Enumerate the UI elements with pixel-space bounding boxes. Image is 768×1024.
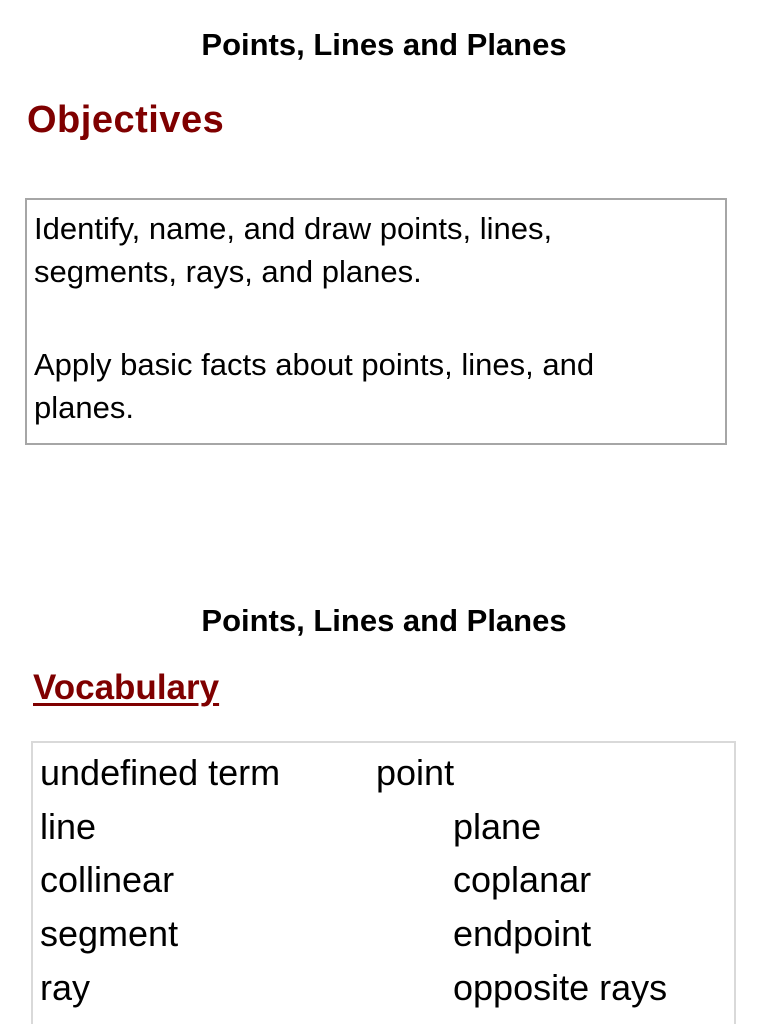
vocab-term-undefined-term: undefined term: [40, 752, 281, 793]
vocab-term-collinear: collinear: [40, 859, 175, 900]
vocab-term-line: line: [40, 806, 97, 847]
slide-title-1: Points, Lines and Planes: [201, 27, 567, 62]
vocab-term-plane: plane: [453, 806, 542, 847]
vocab-term-coplanar: coplanar: [453, 859, 592, 900]
vocabulary-heading: Vocabulary: [33, 668, 220, 707]
objectives-heading: Objectives: [27, 99, 225, 141]
vocab-term-opposite-rays: opposite rays: [453, 967, 668, 1008]
vocab-term-segment: segment: [40, 913, 179, 954]
vocab-term-ray: ray: [40, 967, 91, 1008]
objective-1: Identify, name, and draw points, lines, segments, rays, and planes.: [34, 211, 553, 289]
slide-title-2: Points, Lines and Planes: [201, 603, 567, 638]
vocab-term-point: point: [376, 752, 455, 793]
vocab-term-endpoint: endpoint: [453, 913, 592, 954]
vocabulary-box: [31, 741, 736, 1024]
objective-2: Apply basic facts about points, lines, and planes.: [34, 347, 595, 425]
objectives-box: [25, 198, 727, 445]
